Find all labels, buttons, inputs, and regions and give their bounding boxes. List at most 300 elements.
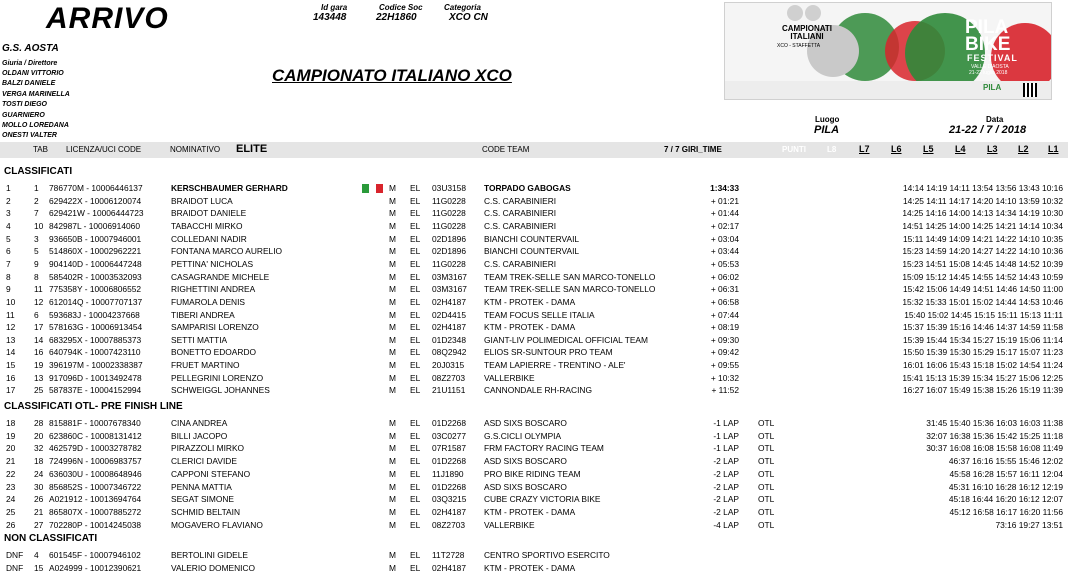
jury-member: TOSTI DIEGO <box>2 101 47 109</box>
team-code-cell: 08Z2703 <box>432 372 466 383</box>
pos-cell: DNF <box>6 550 24 560</box>
rider-name-cell: FONTANA MARCO AURELIO <box>171 246 283 257</box>
jury-member: GUARNIERO <box>2 111 45 119</box>
team-code-cell: 01D2268 <box>432 481 466 492</box>
festival-line: PILA <box>965 17 1009 38</box>
sex-cell: M <box>389 385 396 396</box>
pos-cell: 19 <box>6 430 16 441</box>
team-code-cell: 02D1896 <box>432 233 466 244</box>
rider-name-cell: CLERICI DAVIDE <box>171 456 237 467</box>
category-cell: EL <box>410 233 421 244</box>
team-name-cell: ELIOS SR-SUNTOUR PRO TEAM <box>484 347 613 358</box>
festival-line: BIKE <box>965 34 1011 55</box>
team-code-cell: 03C0277 <box>432 430 466 441</box>
license-cell: A021912 - 10013694764 <box>49 494 142 505</box>
team-code-cell: 20J0315 <box>432 360 465 371</box>
sex-cell: M <box>389 360 396 371</box>
codice-soc-label: Codice Soc <box>379 3 423 12</box>
time-cell: -1 LAP <box>713 418 739 428</box>
lap-times-cell: 32:07 16:38 15:36 15:42 15:25 11:18 <box>926 430 1063 441</box>
category-cell: EL <box>410 258 421 269</box>
section-non-classificati: NON CLASSIFICATI <box>4 533 98 544</box>
team-code-cell: 07R1587 <box>432 443 466 454</box>
otl-cell: OTL <box>758 456 775 467</box>
category-cell: EL <box>410 220 421 231</box>
rider-name-cell: COLLEDANI NADIR <box>171 233 247 244</box>
tab-cell: 5 <box>34 246 39 257</box>
team-code-cell: 03M3167 <box>432 284 467 295</box>
table-row <box>0 519 1068 532</box>
time-cell: + 06:58 <box>710 296 739 307</box>
pos-cell: 15 <box>6 360 16 371</box>
rider-name-cell: SCHMID BELTAIN <box>171 506 241 517</box>
rider-name-cell: MOGAVERO FLAVIANO <box>171 519 263 530</box>
otl-cell: OTL <box>758 418 775 428</box>
rider-name-cell: BONETTO EDOARDO <box>171 347 257 358</box>
jury-member: BALZI DANIELE <box>2 80 56 88</box>
codice-soc-value: 22H1860 <box>376 12 417 23</box>
team-name-cell: C.S. CARABINIERI <box>484 258 557 269</box>
time-cell: + 06:02 <box>710 271 739 282</box>
table-row <box>0 207 1068 220</box>
category-cell: EL <box>410 322 421 333</box>
sex-cell: M <box>389 334 396 345</box>
lap-times-cell: 30:37 16:08 16:08 15:58 16:08 11:49 <box>926 443 1063 454</box>
logo-place: VALLE D'AOSTA <box>971 64 1009 70</box>
col-lap-3: L3 <box>987 144 998 154</box>
pos-cell: 5 <box>6 233 11 244</box>
lap-times-cell: 31:45 15:40 15:36 16:03 16:03 11:38 <box>926 418 1063 428</box>
jury-member: OLDANI VITTORIO <box>2 70 64 77</box>
team-name-cell: TORPADO GABOGAS <box>484 183 571 193</box>
col-nominativo: NOMINATIVO <box>170 145 221 154</box>
time-cell: 1:34:33 <box>710 183 739 193</box>
team-code-cell: 02D1896 <box>432 246 466 257</box>
category-cell: EL <box>410 271 421 282</box>
team-name-cell: BIANCHI COUNTERVAIL <box>484 233 580 244</box>
rider-name-cell: FUMAROLA DENIS <box>171 296 245 307</box>
category-cell: EL <box>410 183 421 193</box>
tab-cell: 7 <box>34 208 39 219</box>
table-row <box>0 245 1068 258</box>
license-cell: 636030U - 10008648946 <box>49 468 142 479</box>
license-cell: 936650B - 10007946001 <box>49 233 142 244</box>
rider-name-cell: CINA ANDREA <box>171 418 228 428</box>
category-cell: EL <box>410 208 421 219</box>
table-row <box>0 430 1068 443</box>
data-label: Data <box>986 115 1004 124</box>
team-name-cell: ASD SIXS BOSCARO <box>484 456 567 467</box>
col-l8: L8 <box>827 145 837 154</box>
category-cell: EL <box>410 519 421 530</box>
time-cell: + 08:19 <box>710 322 739 333</box>
sex-cell: M <box>389 195 396 206</box>
team-code-cell: 01D2268 <box>432 456 466 467</box>
jury-member: ONESTI VALTER <box>2 132 57 140</box>
categoria-value: XCO CN <box>449 12 488 23</box>
license-cell: 601545F - 10007946102 <box>49 550 141 560</box>
lap-times-cell: 45:12 16:58 16:17 16:20 11:56 <box>949 506 1063 517</box>
jury-list <box>2 69 70 142</box>
pos-cell: 10 <box>6 296 16 307</box>
col-giri-time: 7 / 7 GIRI_TIME <box>664 145 722 154</box>
license-cell: 578163G - 10006913454 <box>49 322 143 333</box>
championship-title: CAMPIONATO ITALIANO XCO <box>272 66 512 85</box>
tab-cell: 21 <box>34 506 44 517</box>
rider-name-cell: TIBERI ANDREA <box>171 309 235 320</box>
time-cell: + 01:44 <box>710 208 739 219</box>
lap-times-cell: 15:11 14:49 14:09 14:21 14:22 14:10 10:35 <box>902 233 1063 244</box>
category-cell: EL <box>410 385 421 396</box>
license-cell: 724996N - 10006983757 <box>49 456 142 467</box>
table-row <box>0 549 1068 562</box>
rider-name-cell: BRAIDOT DANIELE <box>171 208 247 219</box>
team-name-cell: BIANCHI COUNTERVAIL <box>484 246 580 257</box>
pos-cell: DNF <box>6 562 24 573</box>
table-row <box>0 562 1068 575</box>
rider-name-cell: BILLI JACOPO <box>171 430 228 441</box>
italy-flag-icon <box>362 184 383 193</box>
category-cell: EL <box>410 347 421 358</box>
lap-times-cell: 15:09 15:12 14:45 14:55 14:52 14:43 10:59 <box>902 271 1063 282</box>
event-logo <box>724 2 1052 100</box>
table-row <box>0 359 1068 372</box>
team-code-cell: 03M3167 <box>432 271 467 282</box>
pos-cell: 14 <box>6 347 16 358</box>
table-row <box>0 506 1068 519</box>
license-cell: 815881F - 10007678340 <box>49 418 141 428</box>
col-lap-1: L1 <box>1048 144 1059 154</box>
table-row <box>0 468 1068 481</box>
license-cell: 904140D - 10006447248 <box>49 258 142 269</box>
team-name-cell: TEAM LAPIERRE - TRENTINO - ALE' <box>484 360 626 371</box>
lap-times-cell: 73:16 19:27 13:51 <box>995 519 1063 530</box>
license-cell: 917096D - 10013492478 <box>49 372 142 383</box>
tab-cell: 1 <box>34 183 39 193</box>
otl-cell: OTL <box>758 494 775 505</box>
sex-cell: M <box>389 456 396 467</box>
table-row <box>0 321 1068 334</box>
time-cell: -1 LAP <box>713 443 739 454</box>
lap-times-cell: 14:25 14:16 14:00 14:13 14:34 14:19 10:30 <box>902 208 1063 219</box>
table-row <box>0 220 1068 233</box>
col-lap-6: L6 <box>891 144 902 154</box>
time-cell: -1 LAP <box>713 430 739 441</box>
table-row <box>0 493 1068 506</box>
table-row <box>0 481 1068 494</box>
time-cell: + 03:04 <box>710 233 739 244</box>
rider-name-cell: PELLEGRINI LORENZO <box>171 372 264 383</box>
col-licenza: LICENZA/UCI CODE <box>66 145 142 154</box>
logo-subtitle: XCO - STAFFETTA <box>777 43 821 49</box>
table-row <box>0 283 1068 296</box>
tab-cell: 16 <box>34 347 44 358</box>
rider-name-cell: CASAGRANDE MICHELE <box>171 271 270 282</box>
team-code-cell: 11G0228 <box>432 220 466 231</box>
category-cell: EL <box>410 550 421 560</box>
lap-times-cell: 15:41 15:13 15:39 15:34 15:27 15:06 12:25 <box>902 372 1063 383</box>
team-name-cell: C.S. CARABINIERI <box>484 195 557 206</box>
rider-name-cell: BRAIDOT LUCA <box>171 195 233 206</box>
time-cell: + 05:53 <box>710 258 739 269</box>
pos-cell: 13 <box>6 334 16 345</box>
license-cell: 514860X - 10002962221 <box>49 246 142 257</box>
sex-cell: M <box>389 519 396 530</box>
col-tab: TAB <box>33 145 48 154</box>
lap-times-cell: 15:39 15:44 15:34 15:27 15:19 15:06 11:14 <box>902 334 1063 345</box>
time-cell: + 11:52 <box>711 385 739 396</box>
team-code-cell: 02D4415 <box>432 309 466 320</box>
rider-name-cell: PENNA MATTIA <box>171 481 232 492</box>
table-row <box>0 417 1068 430</box>
lap-times-cell: 15:23 14:51 15:08 14:45 14:48 14:52 10:39 <box>902 258 1063 269</box>
sex-cell: M <box>389 246 396 257</box>
sex-cell: M <box>389 443 396 454</box>
jury-title: Giuria / Direttore <box>2 60 58 67</box>
lap-times-cell: 15:32 15:33 15:01 15:02 14:44 14:53 10:46 <box>902 296 1063 307</box>
festival-line: FESTIVAL <box>967 53 1018 63</box>
category-cell: EL <box>410 443 421 454</box>
rider-name-cell: SCHWEIGGL JOHANNES <box>171 385 270 396</box>
tab-cell: 20 <box>34 430 44 441</box>
team-name-cell: C.S. CARABINIERI <box>484 220 557 231</box>
tab-cell: 3 <box>34 233 39 244</box>
lap-times-cell: 15:23 14:59 14:20 14:27 14:22 14:10 10:36 <box>902 246 1063 257</box>
tab-cell: 24 <box>34 468 44 479</box>
logo-dates: 21-22 luglio 2018 <box>969 70 1008 76</box>
sex-cell: M <box>389 430 396 441</box>
team-name-cell: CUBE CRAZY VICTORIA BIKE <box>484 494 601 505</box>
table-row <box>0 258 1068 271</box>
table-row <box>0 195 1068 208</box>
team-code-cell: 21U1151 <box>432 385 466 396</box>
time-cell: + 09:55 <box>710 360 739 371</box>
category-cell: EL <box>410 418 421 428</box>
table-row <box>0 296 1068 309</box>
team-code-cell: 11G0228 <box>432 195 466 206</box>
team-code-cell: 11J1890 <box>432 468 464 479</box>
license-cell: 629422X - 10006120074 <box>49 195 142 206</box>
license-cell: 462579D - 10003278782 <box>49 443 142 454</box>
rider-name-cell: SETTI MATTIA <box>171 334 228 345</box>
time-cell: + 10:32 <box>710 372 739 383</box>
society-name: G.S. AOSTA <box>2 43 59 54</box>
team-code-cell: 11T2728 <box>432 550 465 560</box>
otl-cell: OTL <box>758 430 775 441</box>
tab-cell: 30 <box>34 481 44 492</box>
pos-cell: 1 <box>6 183 11 193</box>
pos-cell: 4 <box>6 220 11 231</box>
col-punti: PUNTI <box>782 145 806 154</box>
rider-name-cell: SEGAT SIMONE <box>171 494 234 505</box>
pos-cell: 6 <box>6 246 11 257</box>
sex-cell: M <box>389 468 396 479</box>
team-code-cell: 08Z2703 <box>432 519 466 530</box>
tab-cell: 8 <box>34 271 39 282</box>
team-name-cell: KTM - PROTEK - DAMA <box>484 296 576 307</box>
rider-name-cell: VALERIO DOMENICO <box>171 562 256 573</box>
tab-cell: 4 <box>34 550 39 560</box>
team-name-cell: VALLERBIKE <box>484 519 535 530</box>
table-row <box>0 442 1068 455</box>
col-lap-5: L5 <box>923 144 934 154</box>
rider-name-cell: CAPPONI STEFANO <box>171 468 251 479</box>
team-code-cell: 11G0228 <box>432 258 466 269</box>
rider-name-cell: KERSCHBAUMER GERHARD <box>171 183 288 193</box>
category-cell: EL <box>410 494 421 505</box>
pos-cell: 26 <box>6 519 16 530</box>
license-cell: 640794K - 10007423110 <box>49 347 141 358</box>
lap-times-cell: 45:58 16:28 15:57 16:11 12:04 <box>949 468 1063 479</box>
lap-times-cell: 15:42 15:06 14:49 14:51 14:46 14:50 11:00 <box>902 284 1063 295</box>
category-cell: EL <box>410 481 421 492</box>
pos-cell: 3 <box>6 208 11 219</box>
team-name-cell: TEAM TREK-SELLE SAN MARCO-TONELLO <box>484 284 656 295</box>
time-cell: + 07:44 <box>710 309 739 320</box>
sex-cell: M <box>389 322 396 333</box>
sex-cell: M <box>389 562 396 573</box>
category-cell: EL <box>410 195 421 206</box>
lap-times-cell: 15:37 15:39 15:16 14:46 14:37 14:59 11:58 <box>902 322 1063 333</box>
category-cell: EL <box>410 468 421 479</box>
category-cell: EL <box>410 246 421 257</box>
time-cell: -2 LAP <box>713 468 739 479</box>
sex-cell: M <box>389 309 396 320</box>
tab-cell: 17 <box>34 322 44 333</box>
table-row <box>0 346 1068 359</box>
sex-cell: M <box>389 494 396 505</box>
pos-cell: 11 <box>6 309 15 320</box>
team-code-cell: 11G0228 <box>432 208 466 219</box>
team-name-cell: ASD SIXS BOSCARO <box>484 481 567 492</box>
data-value: 21-22 / 7 / 2018 <box>949 124 1027 136</box>
sex-cell: M <box>389 271 396 282</box>
team-name-cell: KTM - PROTEK - DAMA <box>484 322 576 333</box>
otl-cell: OTL <box>758 519 775 530</box>
team-name-cell: VALLERBIKE <box>484 372 535 383</box>
license-cell: 775358Y - 10006806552 <box>49 284 142 295</box>
pos-cell: 12 <box>6 322 16 333</box>
sex-cell: M <box>389 372 396 383</box>
column-header <box>0 142 1068 158</box>
lap-times-cell: 14:51 14:25 14:00 14:25 14:21 14:14 10:34 <box>902 220 1063 231</box>
tab-cell: 18 <box>34 456 44 467</box>
team-code-cell: 08Q2942 <box>432 347 467 358</box>
table-row <box>0 384 1068 397</box>
pos-cell: 24 <box>6 494 16 505</box>
license-cell: 629421W - 10006444723 <box>49 208 144 219</box>
category-cell: EL <box>410 334 421 345</box>
sex-cell: M <box>389 481 396 492</box>
team-name-cell: TEAM FOCUS SELLE ITALIA <box>484 309 595 320</box>
team-name-cell: CENTRO SPORTIVO ESERCITO <box>484 550 610 560</box>
table-row <box>0 233 1068 246</box>
pos-cell: 16 <box>6 372 16 383</box>
license-cell: 683295X - 10007885373 <box>49 334 142 345</box>
team-code-cell: 01D2348 <box>432 334 466 345</box>
license-cell: 623860C - 10008131412 <box>49 430 142 441</box>
table-row <box>0 334 1068 347</box>
table-row <box>0 182 1068 195</box>
lap-times-cell: 14:14 14:19 14:11 13:54 13:56 13:43 10:16 <box>902 183 1063 193</box>
col-code-team: CODE TEAM <box>482 145 530 154</box>
tab-cell: 32 <box>34 443 44 454</box>
license-cell: 585402R - 10003532093 <box>49 271 142 282</box>
tab-cell: 12 <box>34 296 44 307</box>
jury-member: MOLLO LOREDANA <box>2 122 69 130</box>
team-name-cell: KTM - PROTEK - DAMA <box>484 562 576 573</box>
team-code-cell: 02H4187 <box>432 322 466 333</box>
otl-cell: OTL <box>758 481 775 492</box>
jury-member: VERGA MARINELLA <box>2 90 70 98</box>
time-cell: -2 LAP <box>713 456 739 467</box>
team-name-cell: PRO BIKE RIDING TEAM <box>484 468 581 479</box>
sex-cell: M <box>389 258 396 269</box>
team-name-cell: CANNONDALE RH-RACING <box>484 385 592 396</box>
license-cell: 593683J - 10004237668 <box>49 309 140 320</box>
team-name-cell: GIANT-LIV POLIMEDICAL OFFICIAL TEAM <box>484 334 648 345</box>
category-cell: EL <box>410 284 421 295</box>
otl-cell: OTL <box>758 506 775 517</box>
rider-name-cell: PETTINA' NICHOLAS <box>171 258 254 269</box>
luogo-label: Luogo <box>815 115 840 124</box>
col-category: ELITE <box>236 143 268 155</box>
sex-cell: M <box>389 347 396 358</box>
time-cell: + 09:42 <box>710 347 739 358</box>
pos-cell: 2 <box>6 195 11 206</box>
col-lap-7: L7 <box>859 144 870 154</box>
qr-code-icon <box>1023 83 1037 97</box>
sex-cell: M <box>389 506 396 517</box>
rider-name-cell: SAMPARISI LORENZO <box>171 322 259 333</box>
luogo-value: PILA <box>814 124 840 136</box>
section-otl: CLASSIFICATI OTL- PRE FINISH LINE <box>4 401 183 412</box>
tab-cell: 13 <box>34 372 44 383</box>
time-cell: -4 LAP <box>713 519 739 530</box>
pos-cell: 20 <box>6 443 16 454</box>
table-row <box>0 271 1068 284</box>
team-code-cell: 01D2268 <box>432 418 466 428</box>
pos-cell: 18 <box>6 418 16 428</box>
tab-cell: 14 <box>34 334 44 345</box>
license-cell: 786770M - 10006446137 <box>49 183 143 193</box>
license-cell: 842987L - 10006914060 <box>49 220 140 231</box>
sex-cell: M <box>389 284 396 295</box>
time-cell: + 02:17 <box>710 220 739 231</box>
sex-cell: M <box>389 550 396 560</box>
tab-cell: 6 <box>34 309 39 320</box>
tab-cell: 28 <box>34 418 44 428</box>
pos-cell: 21 <box>6 456 16 467</box>
lap-times-cell: 45:31 16:10 16:28 16:12 12:19 <box>948 481 1063 492</box>
pila-mark: PILA <box>983 83 1002 92</box>
tab-cell: 2 <box>34 195 39 206</box>
sex-cell: M <box>389 208 396 219</box>
arrivo-title: ARRIVO <box>46 2 169 35</box>
license-cell: 865807X - 10007885272 <box>49 506 142 517</box>
pos-cell: 25 <box>6 506 16 517</box>
time-cell: + 06:31 <box>710 284 739 295</box>
license-cell: 702280P - 10014245038 <box>49 519 142 530</box>
time-cell: -2 LAP <box>713 481 739 492</box>
tab-cell: 9 <box>34 258 39 269</box>
tab-cell: 10 <box>34 220 44 231</box>
pos-cell: 22 <box>6 468 16 479</box>
pos-cell: 8 <box>6 271 11 282</box>
team-name-cell: KTM - PROTEK - DAMA <box>484 506 576 517</box>
lap-times-cell: 16:27 16:07 15:49 15:38 15:26 15:19 11:39 <box>902 385 1063 396</box>
table-row <box>0 455 1068 468</box>
